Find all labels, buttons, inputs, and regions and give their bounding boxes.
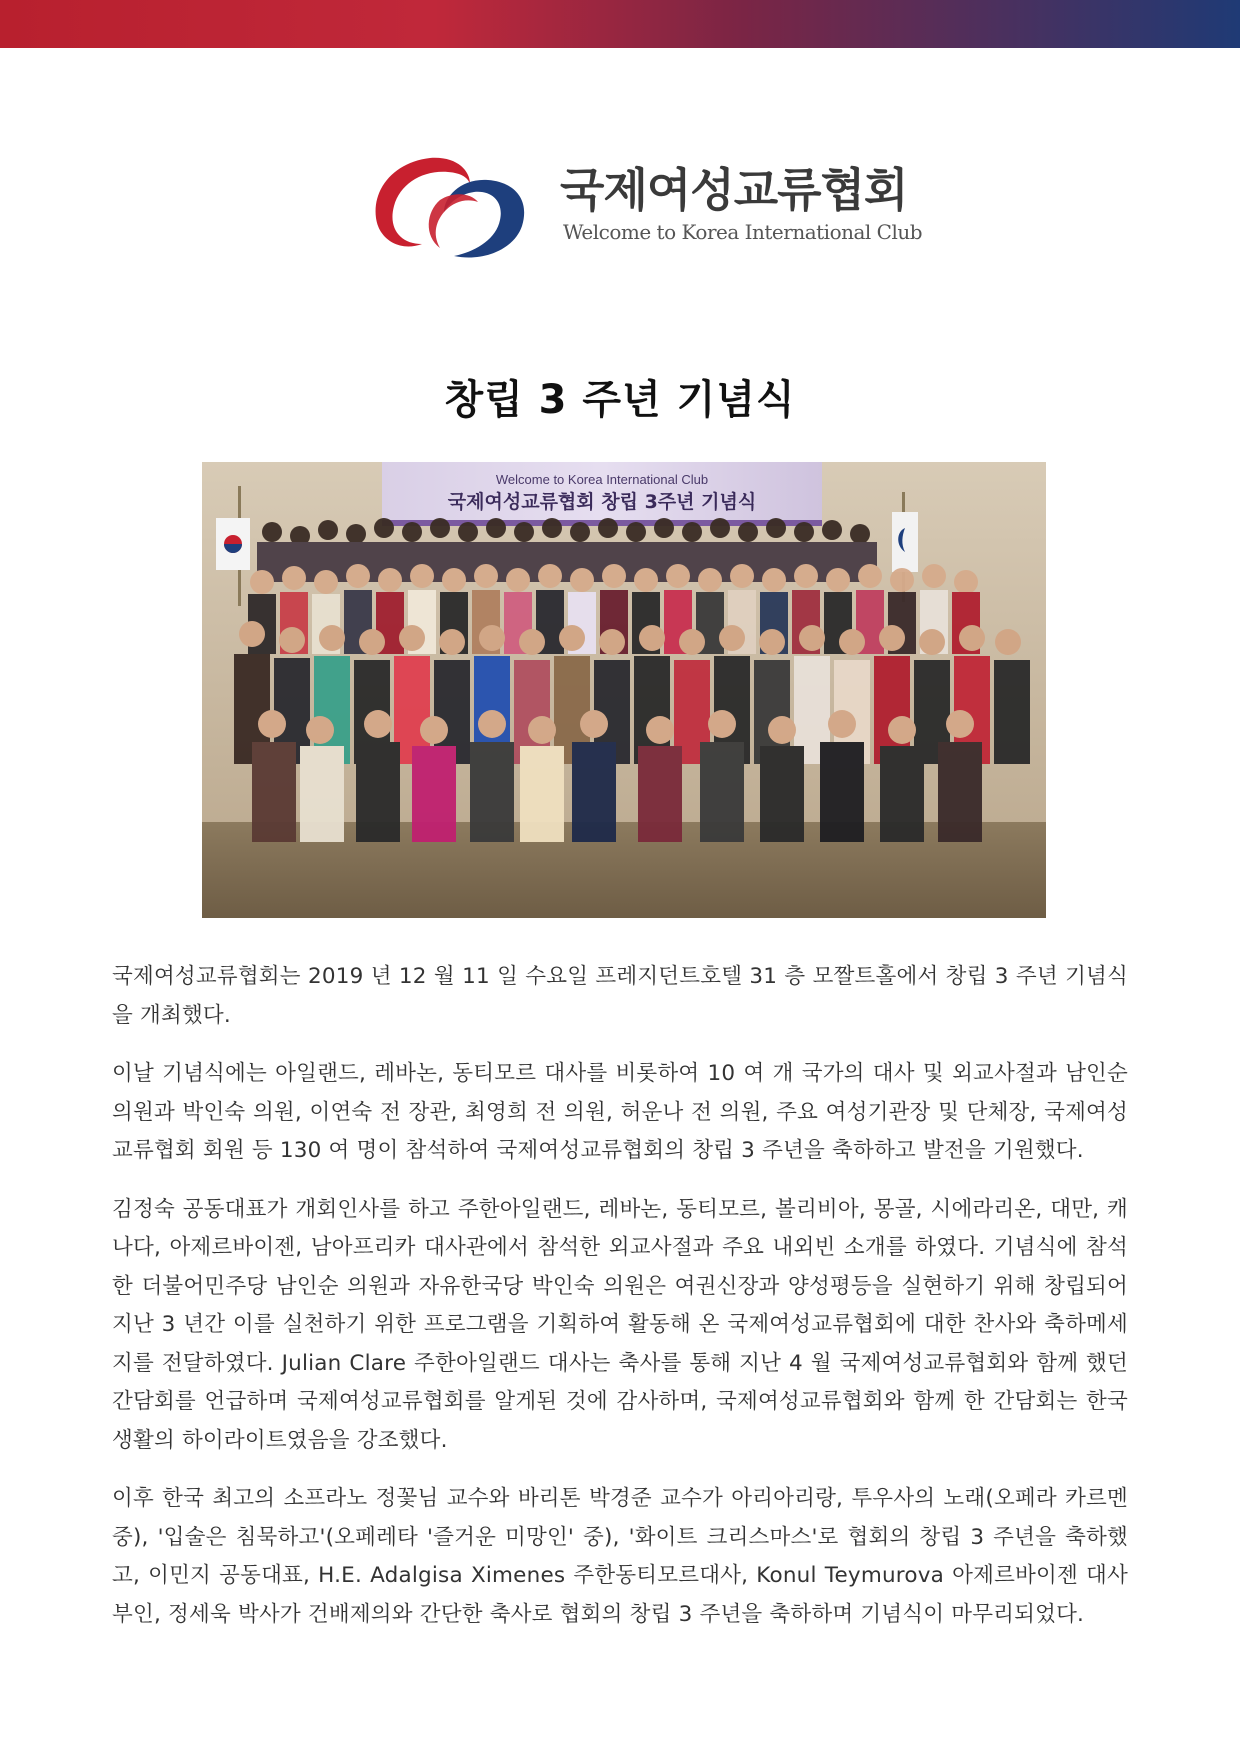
paragraph-2: 이날 기념식에는 아일랜드, 레바논, 동티모르 대사를 비롯하여 10 여 개 국가의 대사 및 외교사절과 남인순 의원과 박인숙 의원, 이연숙 전 장관, 최영희 전 의원, 허운나 전 의원, 주요 여성기관장 및 단체장, 국제여성교류협회 회원 등 130 여 명이 참석하여 국제여성교류협회의 창립 3 주년을 축하하고 발전을 기원했다.: [112, 1061, 1128, 1163]
paragraph-4: 이후 한국 최고의 소프라노 정꽃님 교수와 바리톤 박경준 교수가 아리아리랑, 투우사의 노래(오페라 카르멘 중), '입술은 침묵하고'(오페레타 '즐거운 미망인' 중), '화이트 크리스마스'로 협회의 창립 3 주년을 축하했고, 이민지 공동대표, H.E. Adalgisa Ximenes 주한동티모르대사, Konul Teymurova 아제르바이젠 대사부인, 정세욱 박사가 건배제의와 간단한 축사로 협회의 창립 3 주년을 축하하며 기념식이 마무리되었다.: [112, 1486, 1128, 1627]
header-color-bar: [0, 0, 1240, 48]
group-photo: [202, 462, 1046, 918]
logo: [370, 140, 923, 270]
logo-name-english: Welcome to Korea International Club: [563, 220, 923, 244]
paragraph-1: 국제여성교류협회는 2019 년 12 월 11 일 수요일 프레지던트호텔 31 층 모짤트홀에서 창립 3 주년 기념식을 개최했다.: [112, 964, 1128, 1028]
page-title: 창립 3 주년 기념식: [444, 377, 796, 423]
article-body: [112, 958, 1128, 1654]
paragraph-3: 김정숙 공동대표가 개회인사를 하고 주한아일랜드, 레바논, 동티모르, 볼리비아, 몽골, 시에라리온, 대만, 캐나다, 아제르바이젠, 남아프리카 대사관에서 참석한 외교사절과 주요 내외빈 소개를 하였다. 기념식에 참석한 더불어민주당 남인순 의원과 자유한국당 박인숙 의원은 여권신장과 양성평등을 실현하기 위해 창립되어 지난 3 년간 이를 실천하기 위한 프로그램을 기획하여 활동해 온 국제여성교류협회에 대한 찬사와 축하메세지를 전달하였다. Julian Clare 주한아일랜드 대사는 축사를 통해 지난 4 월 국제여성교류협회와 함께 했던 간담회를 언급하며 국제여성교류협회를 알게된 것에 감사하며, 국제여성교류협회와 함께 한 간담회는 한국생활의 하이라이트였음을 강조했다.: [112, 1196, 1128, 1453]
wkic-swirl-logo-icon: [370, 140, 540, 265]
logo-name-korean: 국제여성교류협회: [560, 163, 908, 217]
banner-line2: 국제여성교류협회 창립 3주년 기념식: [447, 491, 757, 513]
banner-line1: Welcome to Korea International Club: [495, 472, 709, 487]
